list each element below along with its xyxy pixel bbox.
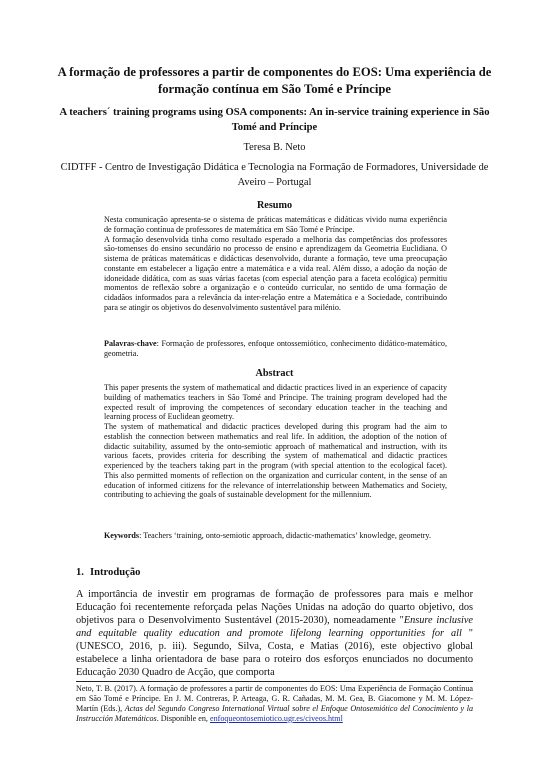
resumo-block xyxy=(104,215,447,313)
keywords-label: Keywords xyxy=(104,531,140,540)
keywords-text: : Teachers ‘training, onto-semiotic approach, didactic-mathematics’ knowledge, geometry. xyxy=(139,531,431,540)
author-name: Teresa B. Neto xyxy=(243,142,306,153)
footnote-text: . Disponible en, xyxy=(156,713,210,723)
footnote-rule xyxy=(76,681,473,682)
intro-paragraph xyxy=(76,588,473,679)
author-affiliation: CIDTFF - Centro de Investigação Didática e Tecnologia na Formação de Formadores, Universidade de Aveiro – Portugal xyxy=(60,162,489,188)
resumo-paragraph: A formação desenvolvida tinha como resultado esperado a melhoria das competências dos professores são-tomenses do ensino secundário no processo de ensino e aprendizagem da Geometria Euclidiana. O sistema de práticas matemáticas e didácticas desenvolvido, durante a formação, teve uma preocupação constante em estabelecer a ligação entre a matemática e a vida real. Além disso, a adoção da noção de idoneidade didática, com as suas várias facetas (com especial atenção para a faceta ecológica) permitiu momentos de reflexão sobre a organização e o conteúdo curricular, no sentido de uma formação de cidadãos informados para a relevância da inter-relação entre a Matemática e a Sociedade, contribuindo para se atingir os objetivos do desenvolvimento sustentável para milénio. xyxy=(104,234,447,312)
palavras-chave-text: : Formação de professores, enfoque ontossemiótico, conhecimento didático-matemático, geometria. xyxy=(104,339,447,358)
footnote-proceedings-title: Actas del Segundo Congreso International Virtual sobre el Enfoque Ontosemiótico del Conocimiento y la Instrucción Matemáticos xyxy=(76,703,473,723)
section-title: Introdução xyxy=(90,567,141,578)
abstract-paragraph: The system of mathematical and didactic practices developed during this program had the aim to establish the connection between mathematics and real life. In addition, the adoption of the notion of didactic suitability, assumed by the onto-semiotic approach of mathematical and instruction, with its various facets, provides criteria for describing the system of mathematical and didactic practices experienced by the teachers taking part in the program (with special attention to the ecological facet). This also permitted moments of reflection on the organization and curricular content, in the sense of an education of informed citizens for the relevance of interrelationship between Mathematics and Society, contributing to achieving the goals of sustainable development for the millennium. xyxy=(104,422,447,500)
citation-footnote xyxy=(76,684,473,724)
resumo-heading: Resumo xyxy=(256,200,293,211)
section-number: 1. xyxy=(76,567,84,578)
palavras-chave xyxy=(104,339,447,359)
keywords xyxy=(104,531,447,541)
abstract-block xyxy=(104,383,447,500)
intro-text: " (UNESCO, 2016, p. iii). Segundo, Silva, Costa, e Matias (2016), este objectivo global estabelece a linha orientadora de base para o roteiro dos esforços enunciados no documento Educação 2030 Quadro de Acção, que comporta xyxy=(76,628,473,678)
paper-title: A formação de professores a partir de componentes do EOS: Uma experiência de formação contínua em São Tomé e Príncipe xyxy=(57,65,492,96)
footnote-text: Neto, T. B. (2017). A formação de professores a partir de componentes do EOS: Uma Experiência de Formação Contínua em São Tomé e Príncipe. En J. M. Contreras, P. Arteaga, G. R. Cañadas, M. M. Gea, B. Giacomone y M. M. López-Martín (Eds.), xyxy=(76,684,473,713)
resumo-paragraph: Nesta comunicação apresenta-se o sistema de práticas matemáticas e didáticas vivido numa experiência de formação contínua de professores de matemática em São Tomé e Príncipe. xyxy=(104,215,447,234)
intro-text: A importância de investir em programas de formação de professores para mais e melhor Educação foi recentemente reforçada pelas Nações Unidas na adoção do quarto objetivo, dos objetivos para o Desenvolvimento Sustentável (2015-2030), nomeadamente " xyxy=(76,589,473,626)
paper-title-english: A teachers´ training programs using OSA components: An in-service training experience in São Tomé and Príncipe xyxy=(59,107,490,133)
footnote-link[interactable]: enfoqueontosemiotico.ugr.es/civeos.html xyxy=(209,713,343,723)
intro-quote: Ensure inclusive and equitable quality education and promote lifelong learning opportunities for all xyxy=(76,615,474,639)
abstract-heading: Abstract xyxy=(255,368,294,379)
section-heading xyxy=(76,566,140,579)
palavras-chave-label: Palavras-chave xyxy=(104,339,157,348)
abstract-paragraph: This paper presents the system of mathematical and didactic practices lived in an experience of capacity building of mathematics teachers in São Tomé and Príncipe. The training program developed had the expected result of improving the competences of secondary education teacher in the teaching and learning process of Euclidean geometry. xyxy=(104,383,447,422)
